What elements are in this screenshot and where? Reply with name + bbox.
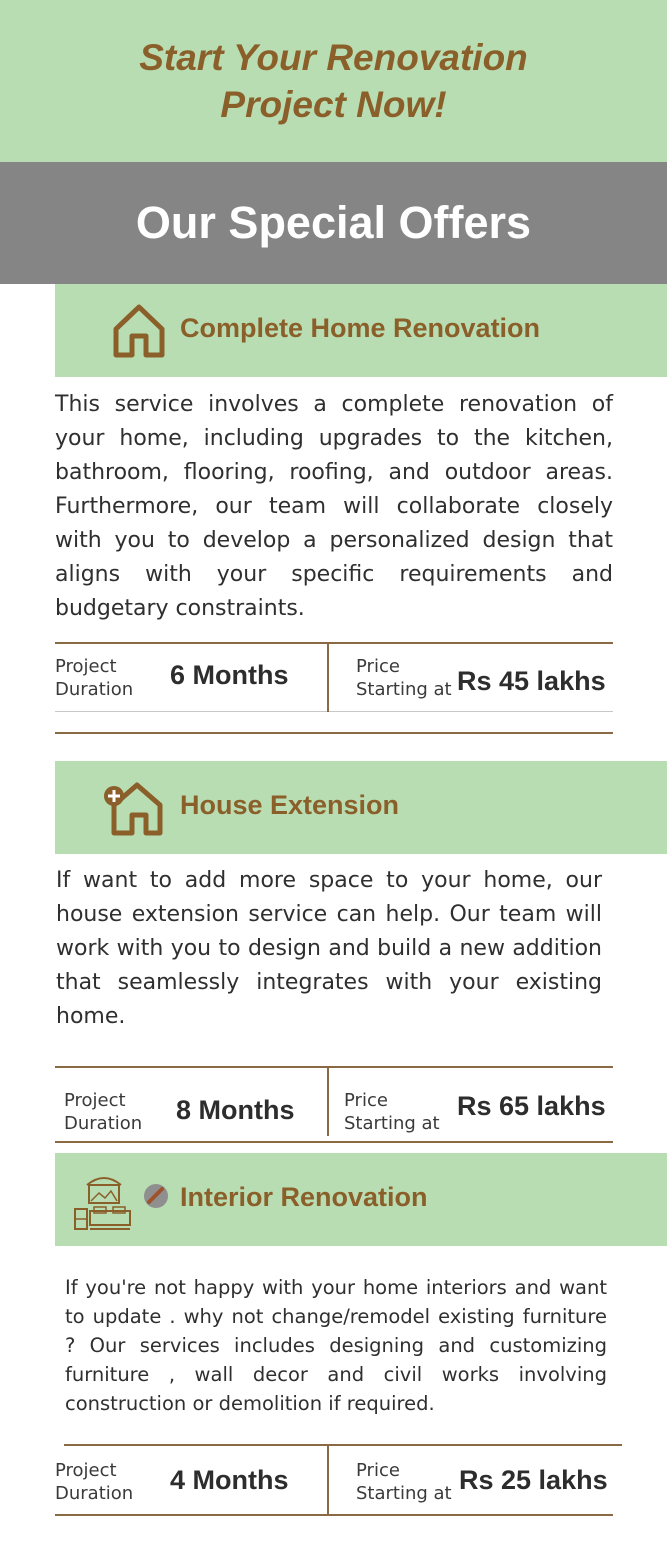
divider xyxy=(55,732,613,734)
price-label: Price Starting at xyxy=(356,1460,452,1504)
divider xyxy=(55,642,613,644)
offer-header-house-extension xyxy=(55,761,667,854)
duration-value: 6 Months xyxy=(170,660,289,690)
section-banner xyxy=(0,162,667,284)
divider xyxy=(327,1446,329,1514)
divider xyxy=(55,1141,613,1143)
duration-label: Project Duration xyxy=(64,1090,143,1134)
price-value: Rs 45 lakhs xyxy=(457,666,606,696)
offer-title: Complete Home Renovation xyxy=(180,313,541,343)
duration-value: 8 Months xyxy=(176,1095,295,1125)
price-value: Rs 25 lakhs xyxy=(459,1465,608,1495)
divider xyxy=(64,1444,622,1446)
offer-header-complete-home xyxy=(55,284,667,377)
offer-header-interior xyxy=(55,1153,667,1246)
hero-banner xyxy=(0,0,667,162)
hero-title-line-2: Project Now! xyxy=(220,84,447,125)
divider xyxy=(327,644,329,712)
duration-value: 4 Months xyxy=(170,1465,289,1495)
price-label: Price Starting at xyxy=(356,656,452,700)
house-plus-icon xyxy=(102,781,166,837)
price-label: Price Starting at xyxy=(344,1090,440,1134)
offer-title: Interior Renovation xyxy=(180,1182,428,1212)
divider xyxy=(327,1068,329,1136)
divider xyxy=(55,1514,613,1516)
divider xyxy=(55,1066,613,1068)
offer-description: If you're not happy with your home interiors and want to update . why not change/remodel existing furniture ? Our services includes designing and customizing furniture , wall decor and civil works involving construction or demolition if required. xyxy=(65,1276,607,1415)
hero-title-line-1: Start Your Renovation xyxy=(139,37,528,78)
divider xyxy=(55,711,613,712)
bedroom-icon xyxy=(73,1173,135,1233)
duration-label: Project Duration xyxy=(55,1460,134,1504)
price-value: Rs 65 lakhs xyxy=(457,1091,606,1121)
house-icon xyxy=(110,302,168,360)
offer-description: If want to add more space to your home, our house extension service can help. Our team will work with you to design and build a new addition that seamlessly integrates with your existing home. xyxy=(56,868,602,1029)
duration-label: Project Duration xyxy=(55,656,134,700)
tools-icon xyxy=(143,1183,169,1209)
section-title: Our Special Offers xyxy=(135,197,532,248)
offer-title: House Extension xyxy=(180,790,400,820)
offer-description: This service involves a complete renovation of your home, including upgrades to the kitchen, bathroom, flooring, roofing, and outdoor areas. Furthermore, our team will collaborate closely with you to develop a personalized design that aligns with your specific requirements and budgetary constraints. xyxy=(55,392,613,621)
